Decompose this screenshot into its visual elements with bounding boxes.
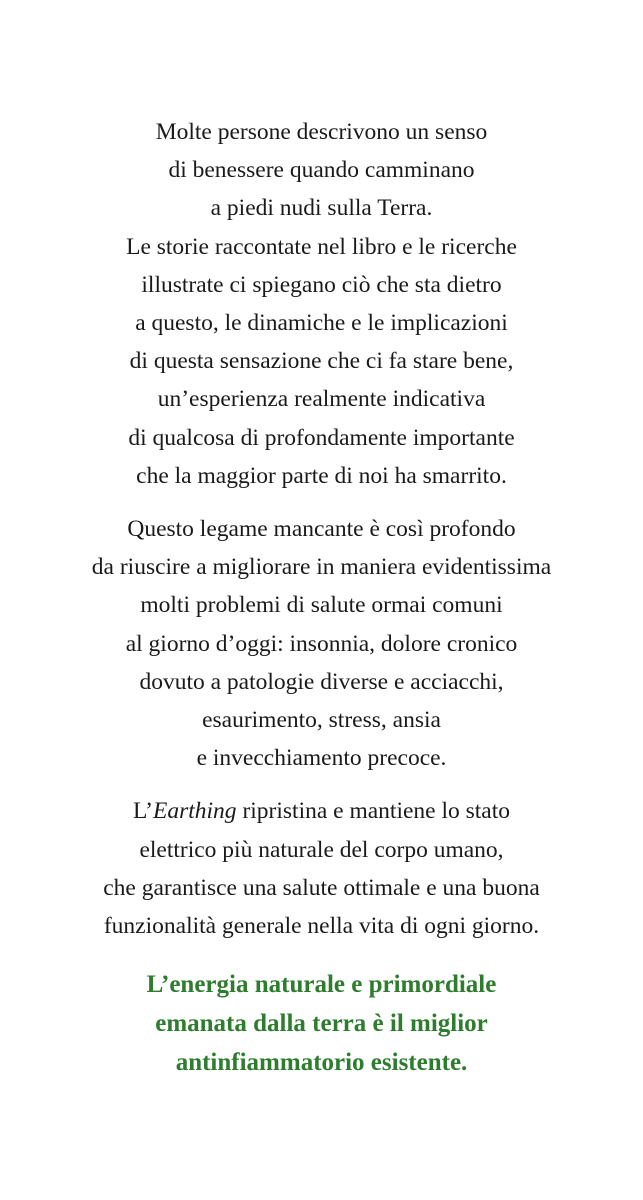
paragraph-health-problems: [0, 510, 643, 777]
highlight-line: emanata dalla terra è il miglior: [155, 1010, 488, 1038]
text-line: Questo legame mancante è così profondo: [127, 516, 516, 543]
text-line: Le storie raccontate nel libro e le ricerche: [126, 233, 517, 260]
text-line: dovuto a patologie diverse e acciacchi,: [139, 668, 504, 695]
text-line: un’esperienza realmente indicativa: [157, 386, 486, 413]
highlight-line: L’energia naturale e primordiale: [146, 971, 497, 999]
text-line: elettrico più naturale del corpo umano,: [139, 836, 504, 863]
text-line: al giorno d’oggi: insonnia, dolore cronico: [125, 630, 518, 657]
text-fragment: L’: [132, 798, 153, 825]
text-line: a piedi nudi sulla Terra.: [210, 195, 433, 222]
text-fragment: ripristina e mantiene lo stato: [236, 798, 511, 825]
text-line: esaurimento, stress, ansia: [202, 707, 441, 734]
highlight-statement: [0, 965, 643, 1082]
text-line: da riuscire a migliorare in maniera evidentissima: [91, 554, 552, 581]
text-line: di qualcosa di profondamente importante: [128, 424, 515, 451]
paragraph-intro: [0, 113, 643, 495]
text-line: che la maggior parte di noi ha smarrito.: [136, 462, 507, 489]
text-line: a questo, le dinamiche e le implicazioni: [135, 310, 508, 337]
text-line: di questa sensazione che ci fa stare bene,: [129, 348, 514, 375]
paragraph-earthing: [0, 792, 643, 945]
text-line: di benessere quando camminano: [168, 157, 475, 184]
text-line: [0, 792, 643, 830]
text-line: illustrate ci spiegano ciò che sta dietro: [141, 271, 502, 298]
text-line: molti problemi di salute ormai comuni: [140, 592, 503, 619]
text-line: e invecchiamento precoce.: [196, 745, 447, 772]
text-line: Molte persone descrivono un senso: [155, 119, 488, 145]
text-line: funzionalità generale nella vita di ogni giorno.: [103, 913, 540, 940]
earthing-term: Earthing: [153, 798, 237, 825]
highlight-line: antinfiammatorio esistente.: [175, 1049, 468, 1077]
text-line: che garantisce una salute ottimale e una buona: [103, 874, 540, 901]
